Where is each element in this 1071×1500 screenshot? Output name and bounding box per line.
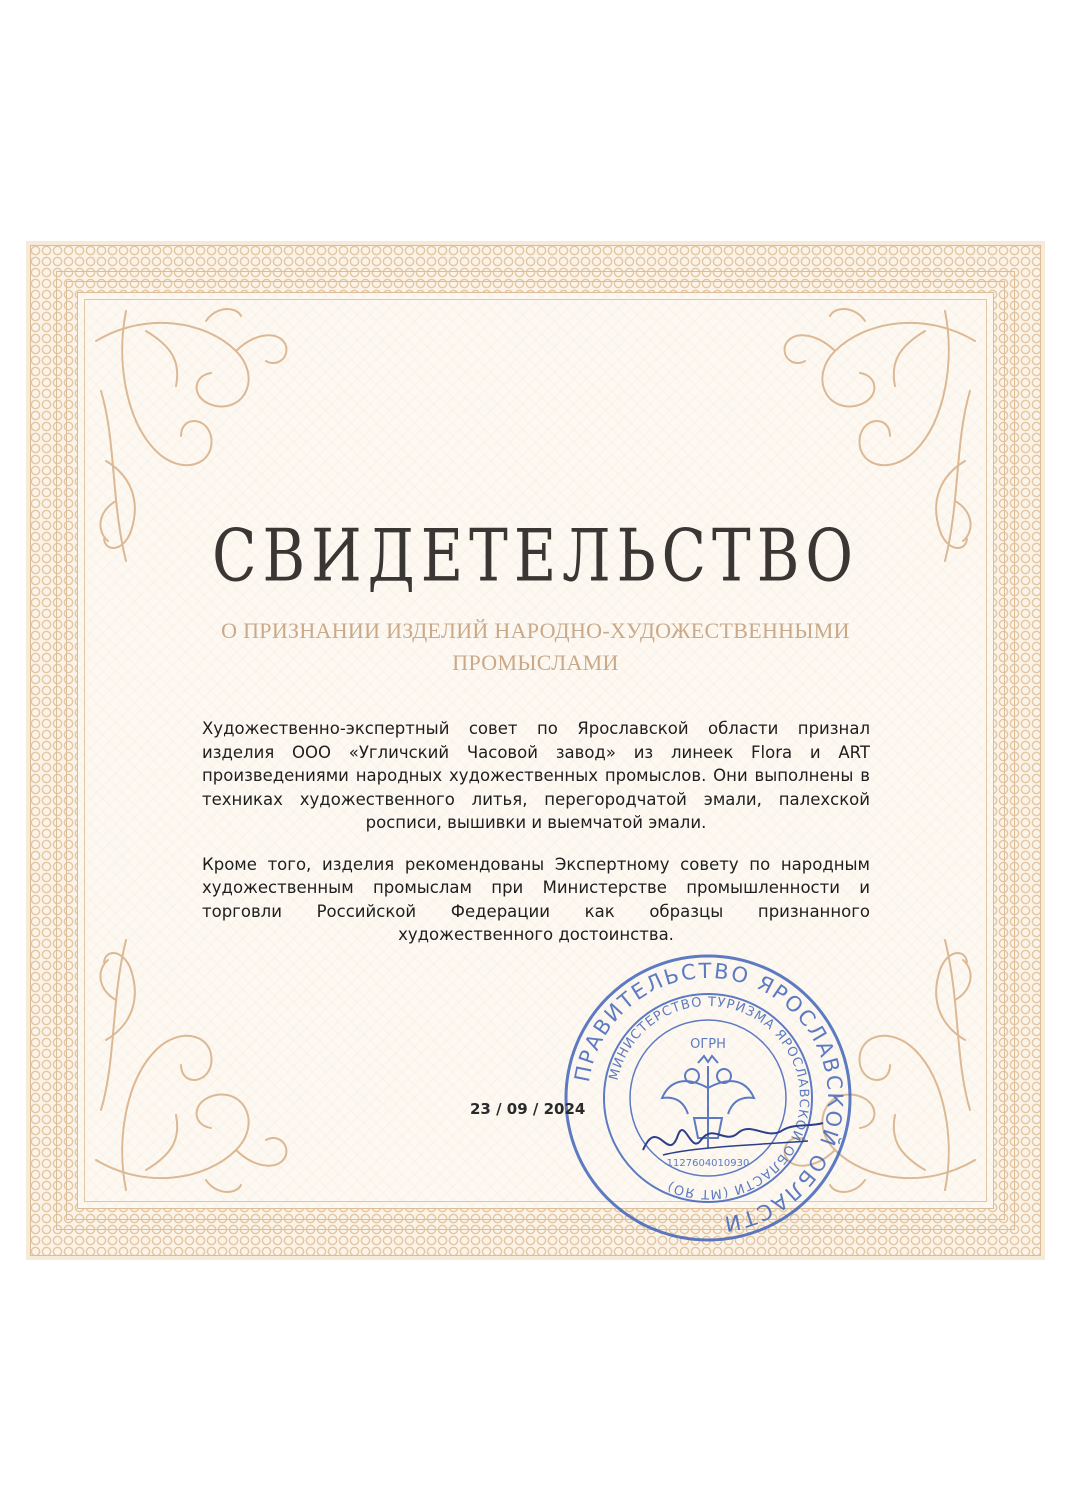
stamp-outer-text: ПРАВИТЕЛЬСТВО ЯРОСЛАВСКОЙ ОБЛАСТИ <box>569 958 848 1237</box>
body-paragraph: Кроме того, изделия рекомендованы Экспертному совету по народным художественным промыслам при Министерстве промышленности и торговли Российской Федерации как образцы признанного художественного достоинства. <box>202 854 870 944</box>
body-paragraph: Художественно-экспертный совет по Ярославской области признал изделия ООО «Угличский Часовой завод» из линеек Flora и ART произведениями народных художественных промыслов. Они выполнены в техниках художественного литья, перегородчатой эмали, палехской росписи, вышивки и выемчатой эмали. <box>202 719 870 832</box>
certificate-body <box>202 717 870 965</box>
certificate-title: СВИДЕТЕЛЬСТВО <box>212 513 859 598</box>
signature <box>633 1105 833 1175</box>
issue-date: 23 / 09 / 2024 <box>470 1100 586 1118</box>
stamp-ogrn-value: 1127604010930 <box>666 1158 750 1169</box>
stamp-ogrn-label: ОГРН <box>690 1037 726 1052</box>
certificate <box>26 241 1045 1260</box>
stamp-inner-text: МИНИСТЕРСТВО ТУРИЗМА ЯРОСЛАВСКОЙ ОБЛАСТИ (МТ ЯО) <box>606 994 812 1202</box>
official-stamp <box>558 948 858 1248</box>
certificate-subtitle: О ПРИЗНАНИИ ИЗДЕЛИЙ НАРОДНО-ХУДОЖЕСТВЕННЫМИ ПРОМЫСЛАМИ <box>221 618 850 675</box>
certificate-panel <box>78 293 993 1237</box>
